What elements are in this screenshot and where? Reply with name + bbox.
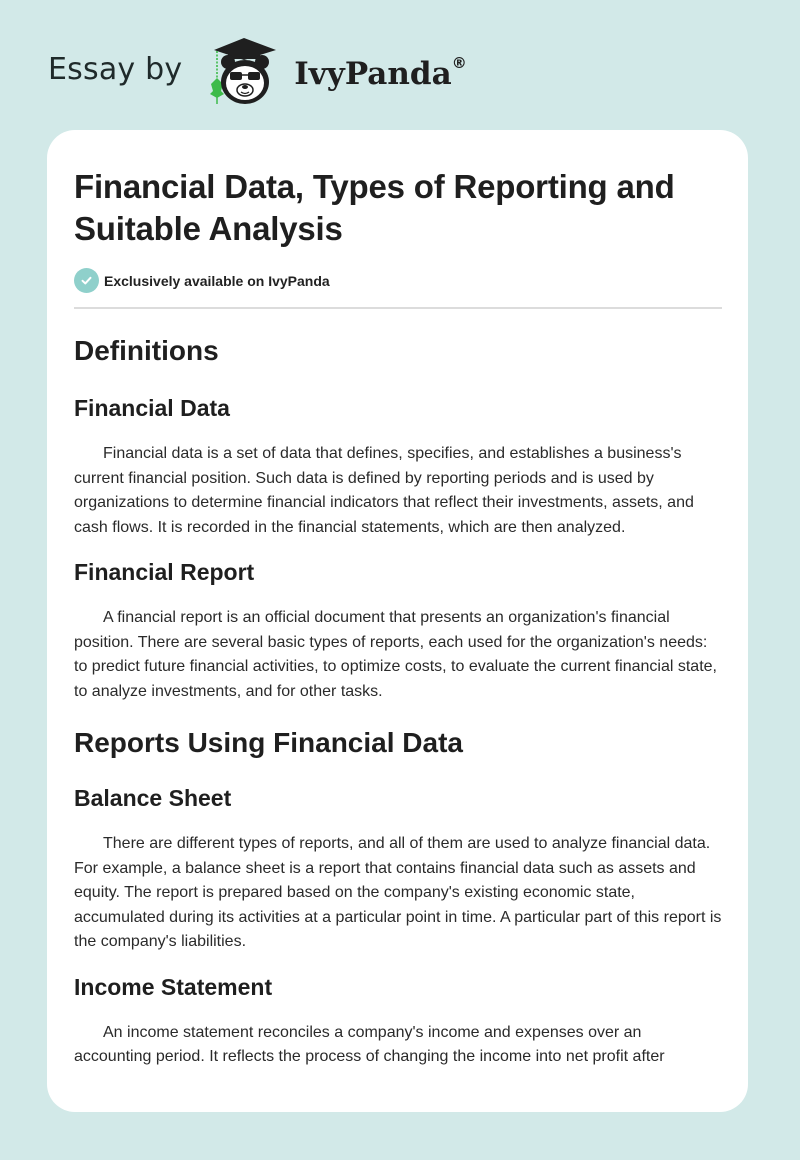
paragraph-financial-data: Financial data is a set of data that defines, specifies, and establishes a business's current financial position. Such data is defined by reporting periods and is used by organizations to determine financial indicators that reflect their investments, assets, and cash flows. It is recorded in the financial statements, which are then analyzed.	[74, 445, 694, 536]
section-heading-definitions: Definitions	[74, 335, 219, 366]
registered-mark: ®	[451, 54, 467, 72]
paragraph-balance-sheet: There are different types of reports, and all of them are used to analyze financial data. For example, a balance sheet is a report that contains financial data such as assets and equity. The report is prepared based on the company's existing economic state, accumulated during its activities at a particular point in time. A particular part of this report is the company's liabilities.	[74, 835, 722, 950]
check-circle-icon	[74, 268, 99, 293]
exclusive-text: Exclusively available on IvyPanda	[104, 272, 330, 289]
paragraph-income-statement: An income statement reconciles a company's income and expenses over an accounting period. It reflects the process of changing the income into net profit after	[74, 1023, 665, 1065]
divider	[74, 307, 722, 309]
exclusive-badge	[74, 268, 722, 293]
essay-by-label: Essay by	[48, 51, 183, 87]
site-header	[48, 34, 467, 110]
subsection-heading-financial-report: Financial Report	[74, 559, 255, 585]
essay-card	[47, 130, 748, 1112]
subsection-heading-income-statement: Income Statement	[74, 973, 273, 1000]
brand-logo-text[interactable]	[294, 54, 466, 92]
page-title: Financial Data, Types of Reporting and Suitable Analysis	[74, 168, 675, 247]
section-heading-reports: Reports Using Financial Data	[74, 727, 463, 758]
subsection-heading-financial-data: Financial Data	[74, 395, 230, 421]
paragraph-financial-report: A financial report is an official document that presents an organization's financial position. There are several basic types of reports, each used for the organization's needs: to predict future financial activities, to optimize costs, to evaluate the current financial state, to analyze investments, and for other tasks.	[74, 609, 717, 700]
panda-graduate-icon[interactable]	[200, 34, 286, 110]
brand-name: IvyPanda	[294, 56, 452, 92]
subsection-heading-balance-sheet: Balance Sheet	[74, 785, 232, 811]
